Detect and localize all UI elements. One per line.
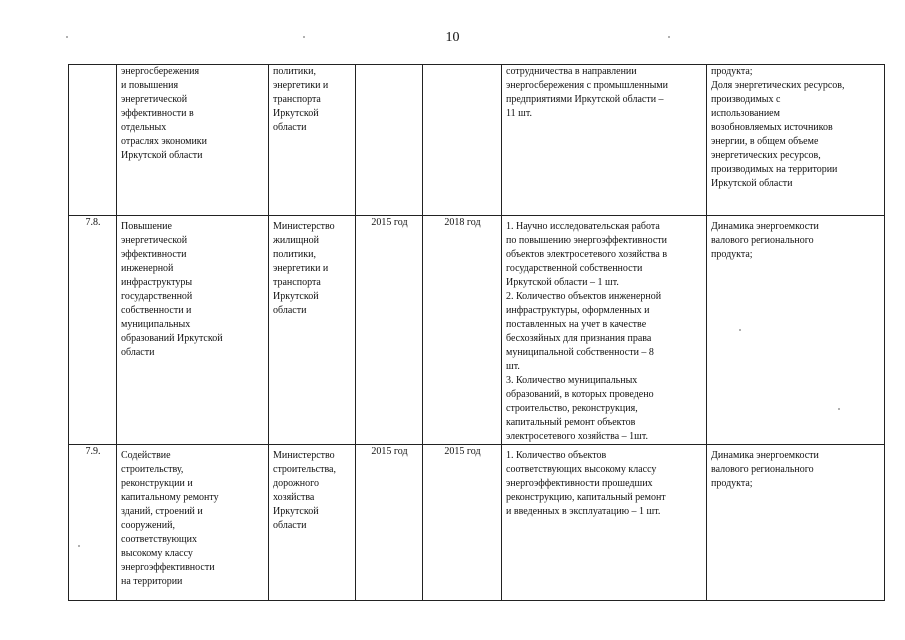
cell-line: Иркутской xyxy=(273,108,319,119)
cell-line: отраслях экономики xyxy=(121,136,208,147)
cell-line: энергоэффективности xyxy=(121,562,215,573)
measure-name-cell xyxy=(117,216,269,445)
scan-speck xyxy=(739,329,741,331)
cell-line: Иркутской области – 1 шт. xyxy=(506,277,619,288)
cell-line: образований, в которых проведено xyxy=(506,389,654,400)
indicator-cell xyxy=(707,65,885,216)
cell-line: продукта; xyxy=(711,249,753,260)
cell-line: муниципальных xyxy=(121,319,191,330)
indicator-cell xyxy=(707,216,885,445)
responsible-cell xyxy=(269,216,356,445)
cell-line: транспорта xyxy=(273,277,321,288)
indicator-cell xyxy=(707,445,885,601)
cell-line: хозяйства xyxy=(273,492,315,503)
start-year-cell: 2015 год xyxy=(356,216,423,445)
cell-line: жилищной xyxy=(273,235,320,246)
cell-line: использованием xyxy=(711,108,780,119)
responsible-cell xyxy=(269,65,356,216)
cell-line: капитальный ремонт объектов xyxy=(506,417,636,428)
cell-line: области xyxy=(273,305,307,316)
cell-line: валового регионального xyxy=(711,464,814,475)
cell-line: сооружений, xyxy=(121,520,175,531)
cell-line: на территории xyxy=(121,576,183,587)
cell-line: энергии, в общем объеме xyxy=(711,136,819,147)
table-row xyxy=(69,445,885,601)
cell-line: Иркутской области xyxy=(121,150,203,161)
start-year-cell xyxy=(356,65,423,216)
cell-line: 1. Количество объектов xyxy=(506,450,607,461)
cell-line: строительству, xyxy=(121,464,184,475)
cell-line: по повышению энергоэффективности xyxy=(506,235,668,246)
table-row xyxy=(69,216,885,445)
cell-line: государственной собственности xyxy=(506,263,643,274)
end-year-cell: 2015 год xyxy=(423,445,502,601)
measure-name-cell xyxy=(117,445,269,601)
cell-line: энергетики и xyxy=(273,263,329,274)
cell-line: продукта; xyxy=(711,66,753,77)
cell-line: зданий, строений и xyxy=(121,506,203,517)
scan-speck xyxy=(838,408,840,410)
start-year-cell: 2015 год xyxy=(356,445,423,601)
cell-line: дорожного xyxy=(273,478,319,489)
end-year-cell: 2018 год xyxy=(423,216,502,445)
expected-result-cell xyxy=(502,445,707,601)
cell-line: продукта; xyxy=(711,478,753,489)
cell-line: эффективности в xyxy=(121,108,194,119)
expected-result-cell xyxy=(502,65,707,216)
cell-line: Динамика энергоемкости xyxy=(711,450,819,461)
end-year-cell xyxy=(423,65,502,216)
program-measures-table xyxy=(68,64,885,601)
cell-line: области xyxy=(273,520,307,531)
cell-line: Содействие xyxy=(121,450,171,461)
cell-line: 1. Научно исследовательская работа xyxy=(506,221,660,232)
table-row xyxy=(69,65,885,216)
cell-line: Иркутской области xyxy=(711,178,793,189)
cell-line: эффективности xyxy=(121,249,187,260)
cell-line: энергетической xyxy=(121,235,188,246)
cell-line: соответствующих xyxy=(121,534,197,545)
cell-line: собственности и xyxy=(121,305,192,316)
cell-line: объектов электросетевого хозяйства в xyxy=(506,249,668,260)
cell-line: реконструкции и xyxy=(121,478,193,489)
cell-line: производимых на территории xyxy=(711,164,838,175)
scan-speck xyxy=(78,545,80,547)
cell-line: Повышение xyxy=(121,221,172,232)
cell-line: инфраструктуры xyxy=(121,277,193,288)
cell-line: предприятиями Иркутской области – xyxy=(506,94,664,105)
cell-line: Министерство xyxy=(273,450,335,461)
cell-line: муниципальной собственности – 8 xyxy=(506,347,654,358)
cell-line: капитальному ремонту xyxy=(121,492,219,503)
cell-line: энергетических ресурсов, xyxy=(711,150,821,161)
cell-line: строительства, xyxy=(273,464,336,475)
cell-line: производимых с xyxy=(711,94,781,105)
cell-line: валового регионального xyxy=(711,235,814,246)
cell-line: энергосбережения xyxy=(121,66,200,77)
cell-line: энергетической xyxy=(121,94,188,105)
cell-line: Министерство xyxy=(273,221,335,232)
cell-line: инфраструктуры, оформленных и xyxy=(506,305,650,316)
cell-line: политики, xyxy=(273,249,316,260)
row-number-cell xyxy=(69,65,117,216)
cell-line: реконструкцию, капитальный ремонт xyxy=(506,492,666,503)
cell-line: Иркутской xyxy=(273,506,319,517)
cell-line: сотрудничества в направлении xyxy=(506,66,637,77)
cell-line: энергетики и xyxy=(273,80,329,91)
cell-line: электросетевого хозяйства – 1шт. xyxy=(506,431,648,442)
page-number: 10 xyxy=(445,30,460,45)
cell-line: поставленных на учет в качестве xyxy=(506,319,647,330)
scan-speck xyxy=(668,36,670,38)
scan-speck xyxy=(66,36,68,38)
responsible-cell xyxy=(269,445,356,601)
cell-line: инженерной xyxy=(121,263,174,274)
cell-line: Доля энергетических ресурсов, xyxy=(711,80,845,91)
cell-line: области xyxy=(273,122,307,133)
measure-name-cell xyxy=(117,65,269,216)
cell-line: возобновляемых источников xyxy=(711,122,833,133)
scan-speck xyxy=(303,36,305,38)
cell-line: политики, xyxy=(273,66,316,77)
cell-line: шт. xyxy=(506,361,520,372)
cell-line: и введенных в эксплуатацию – 1 шт. xyxy=(506,506,661,517)
cell-line: области xyxy=(121,347,155,358)
cell-line: и повышения xyxy=(121,80,179,91)
cell-line: соответствующих высокому классу xyxy=(506,464,657,475)
cell-line: энергосбережения с промышленными xyxy=(506,80,668,91)
cell-line: отдельных xyxy=(121,122,167,133)
cell-line: высокому классу xyxy=(121,548,193,559)
row-number-cell: 7.9. xyxy=(69,445,117,601)
cell-line: Динамика энергоемкости xyxy=(711,221,819,232)
cell-line: Иркутской xyxy=(273,291,319,302)
cell-line: транспорта xyxy=(273,94,321,105)
expected-result-cell xyxy=(502,216,707,445)
cell-line: 11 шт. xyxy=(506,108,532,119)
cell-line: 3. Количество муниципальных xyxy=(506,375,638,386)
row-number-cell: 7.8. xyxy=(69,216,117,445)
cell-line: государственной xyxy=(121,291,193,302)
cell-line: образований Иркутской xyxy=(121,333,223,344)
cell-line: 2. Количество объектов инженерной xyxy=(506,291,662,302)
cell-line: строительство, реконструкция, xyxy=(506,403,638,414)
cell-line: бесхозяйных для признания права xyxy=(506,333,652,344)
cell-line: энергоэффективности прошедших xyxy=(506,478,653,489)
